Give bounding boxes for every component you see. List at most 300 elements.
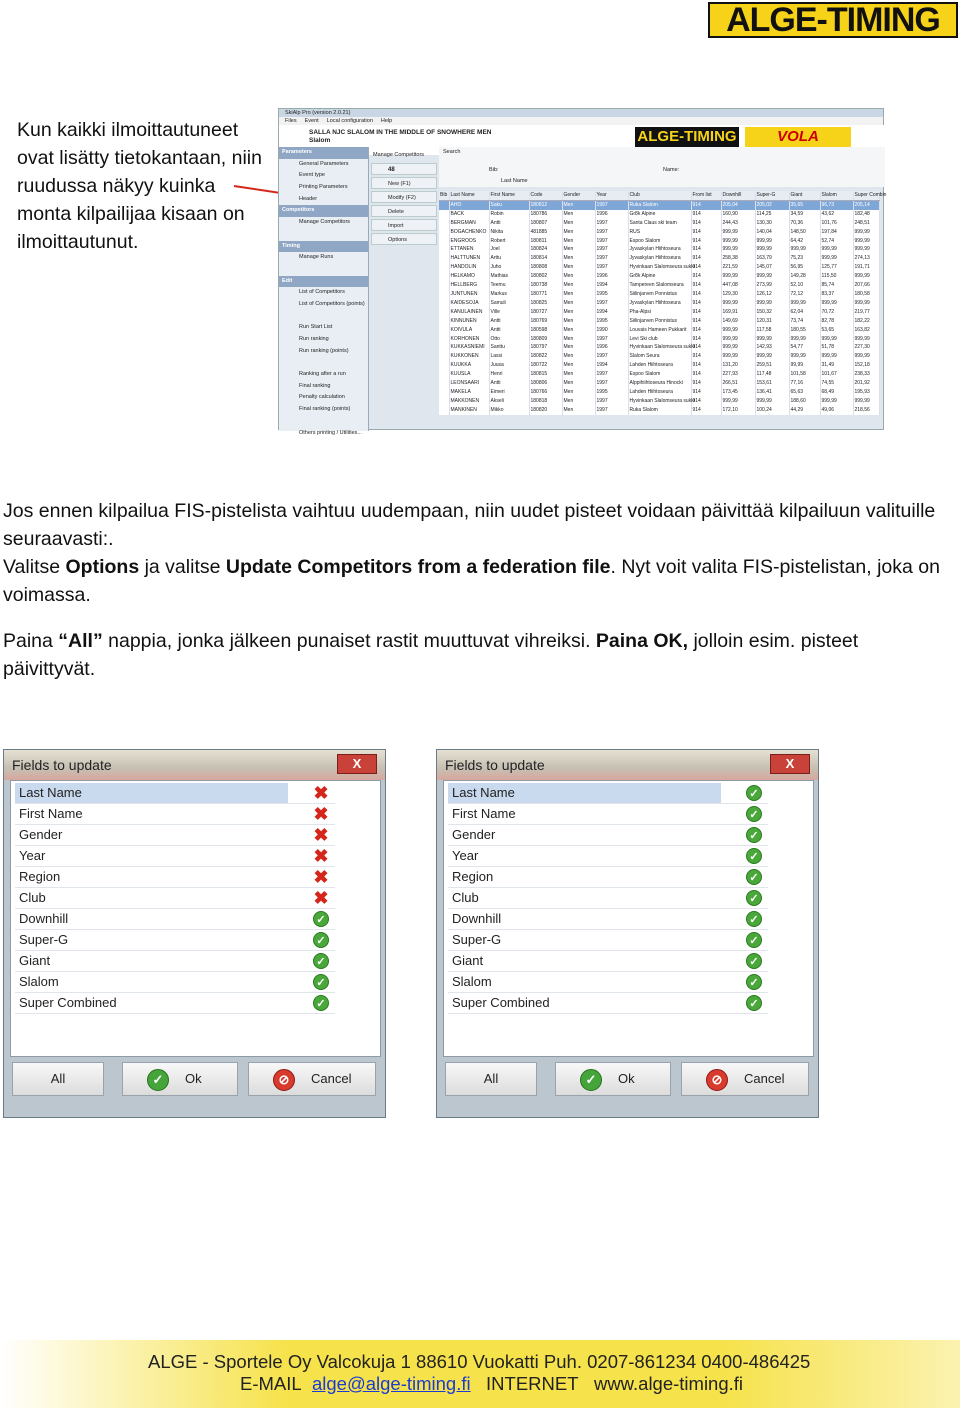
field-name: Gender (19, 827, 63, 842)
table-cell: Men (562, 317, 595, 326)
dialog-title: Fields to update (437, 750, 818, 780)
table-cell (439, 388, 449, 397)
table-cell (439, 263, 449, 272)
table-row[interactable] (439, 245, 879, 254)
column-header[interactable]: Giant (789, 191, 820, 200)
field-row[interactable] (448, 888, 768, 909)
field-row[interactable] (448, 804, 768, 825)
field-name: Year (452, 848, 479, 863)
new-button[interactable]: New (F1) (371, 177, 437, 189)
delete-button[interactable]: Delete (371, 205, 437, 217)
table-cell: Antti (489, 219, 529, 228)
table-cell: 1997 (595, 200, 628, 209)
table-row[interactable] (439, 335, 879, 344)
table-cell: 219,77 (853, 308, 879, 317)
table-cell: Hyvinkaan Slalomseura sukki (629, 344, 695, 351)
table-cell (439, 272, 449, 281)
manage-competitors-title: Manage Competitors (373, 152, 425, 158)
table-cell: 914 (691, 237, 721, 246)
table-cell: 914 (691, 326, 721, 335)
sidebar-item[interactable]: Run ranking (points) (299, 347, 349, 354)
table-cell: 914 (691, 370, 721, 379)
modify-button[interactable]: Modify (F2) (371, 191, 437, 203)
sidebar-item[interactable]: Ranking after a run (299, 371, 346, 378)
table-cell: 73,74 (789, 317, 820, 326)
table-cell (439, 210, 449, 219)
sidebar-item[interactable] (279, 311, 368, 323)
table-cell: 191,71 (853, 263, 879, 272)
green-check-icon[interactable]: ✓ (746, 911, 762, 927)
table-row[interactable] (439, 237, 879, 246)
table-cell: 999,99 (789, 352, 820, 361)
table-row[interactable] (439, 281, 879, 290)
table-cell: MAKELA (449, 388, 489, 397)
sidebar-item[interactable] (279, 416, 368, 428)
table-cell: 447,08 (721, 281, 755, 290)
table-cell: 182,48 (853, 210, 879, 219)
table-cell: Lahden Hiihtoseura (628, 388, 691, 397)
table-cell: 914 (691, 281, 721, 290)
red-cross-icon[interactable]: ✖ (313, 825, 329, 845)
table-cell: 131,20 (721, 361, 755, 370)
column-header[interactable]: Slalom (820, 191, 853, 200)
table-cell: 197,84 (820, 228, 853, 237)
table-cell: KOIVULA (449, 326, 489, 335)
field-row[interactable] (448, 951, 768, 972)
table-cell: 221,59 (721, 263, 755, 272)
sort-select[interactable]: Last Name (501, 178, 528, 184)
field-row[interactable] (15, 867, 335, 888)
table-row[interactable] (439, 317, 879, 326)
table-cell: 180766 (529, 388, 562, 397)
menu-bar (279, 117, 883, 125)
table-cell: Santtu (489, 343, 529, 352)
table-cell: 126,12 (755, 290, 789, 299)
table-cell: Henri (489, 370, 529, 379)
table-cell: 125,77 (820, 263, 853, 272)
table-cell: Men (562, 272, 595, 281)
field-row[interactable] (15, 972, 335, 993)
sidebar-item[interactable]: Final ranking (points) (299, 406, 351, 413)
field-row[interactable] (448, 993, 768, 1014)
table-cell: 173,45 (721, 388, 755, 397)
table-cell: Men (562, 219, 595, 228)
table-row[interactable] (439, 210, 879, 219)
table-cell: Men (562, 263, 595, 272)
table-cell: Samuli (489, 299, 529, 308)
field-row[interactable] (15, 993, 335, 1014)
green-check-icon[interactable]: ✓ (746, 974, 762, 990)
field-row[interactable] (448, 930, 768, 951)
table-cell: Hyvinkaan Slalomseura sukki (629, 264, 695, 271)
table-cell: 914 (691, 388, 721, 397)
column-header[interactable]: Code (529, 191, 562, 200)
footer (0, 1340, 960, 1408)
table-cell: JUNTUNEN (449, 290, 489, 299)
sidebar-item[interactable]: List of Competitors (points) (299, 300, 365, 307)
table-row[interactable] (439, 290, 879, 299)
table-cell: 77,16 (789, 379, 820, 388)
table-cell: MAKKONEN (449, 397, 489, 406)
table-cell: BERGMAN (449, 219, 489, 228)
table-cell: 74,55 (820, 379, 853, 388)
table-cell: 56,95 (789, 263, 820, 272)
sidebar-item[interactable]: Run Start List (299, 324, 333, 331)
menu-item[interactable]: Help (380, 118, 393, 124)
table-row[interactable] (439, 263, 879, 272)
sidebar-item[interactable]: Final ranking (299, 382, 331, 389)
table-cell: HELKAMO (449, 272, 489, 281)
table-cell: Arttu (489, 254, 529, 263)
table-cell: Antti (489, 326, 529, 335)
name-label: Name: (663, 167, 680, 173)
green-check-icon[interactable]: ✓ (313, 974, 329, 990)
table-cell: 44,29 (789, 406, 820, 415)
table-row[interactable] (439, 219, 879, 228)
table-cell: 101,76 (820, 219, 853, 228)
table-cell: 999,99 (755, 237, 789, 246)
table-cell: Alppihiihtoseura Hinocki (628, 379, 691, 388)
field-row[interactable] (448, 783, 768, 804)
green-check-icon[interactable]: ✓ (746, 827, 762, 843)
green-check-icon[interactable]: ✓ (746, 953, 762, 969)
table-cell (439, 308, 449, 317)
field-row[interactable] (15, 783, 335, 804)
table-cell (439, 397, 449, 406)
field-row[interactable] (15, 951, 335, 972)
table-cell: 75,23 (789, 254, 820, 263)
green-check-icon[interactable]: ✓ (746, 785, 762, 801)
table-cell: 914 (691, 343, 721, 352)
sidebar-item[interactable]: Printing Parameters (299, 184, 348, 191)
table-cell: 1994 (595, 281, 628, 290)
green-check-icon[interactable]: ✓ (746, 890, 762, 906)
column-header[interactable]: Year (595, 191, 628, 200)
table-cell: 195,93 (853, 388, 879, 397)
table-cell: 180809 (529, 335, 562, 344)
field-row[interactable] (448, 846, 768, 867)
table-cell: 52,10 (789, 281, 820, 290)
alge-timing-logo: ALGE-TIMING (635, 127, 739, 147)
sidebar-item[interactable]: Header (299, 195, 318, 202)
table-cell: 914 (691, 290, 721, 299)
table-cell: ENGROOS (449, 237, 489, 246)
field-row[interactable] (448, 825, 768, 846)
table-cell: 999,99 (820, 352, 853, 361)
table-cell: HELLBERG (449, 281, 489, 290)
table-cell: Antti (489, 317, 529, 326)
table-cell: 180797 (529, 343, 562, 352)
table-cell (439, 317, 449, 326)
table-cell: 114,25 (755, 210, 789, 219)
table-cell: ETTANEN (449, 245, 489, 254)
table-cell: Men (562, 281, 595, 290)
sidebar-item[interactable]: Manage Runs (299, 254, 334, 261)
green-check-icon[interactable]: ✓ (313, 932, 329, 948)
sidebar-item[interactable] (279, 357, 368, 369)
table-row[interactable] (439, 228, 879, 237)
table-cell: Men (562, 379, 595, 388)
field-row[interactable] (448, 972, 768, 993)
table-cell: 180820 (529, 406, 562, 415)
column-header[interactable]: Super Combin (853, 191, 879, 200)
table-cell: Men (562, 200, 595, 209)
table-cell: 914 (691, 228, 721, 237)
table-row[interactable] (439, 254, 879, 263)
table-cell: Joel (489, 245, 529, 254)
green-check-icon[interactable]: ✓ (313, 911, 329, 927)
table-cell: Tampereen Slalomseura (628, 281, 691, 290)
table-cell: 999,99 (853, 352, 879, 361)
table-row[interactable] (439, 361, 879, 370)
field-name: Region (452, 869, 494, 884)
table-cell: LEONSAARI (449, 379, 489, 388)
table-cell: 1996 (595, 272, 628, 281)
table-cell: 914 (691, 219, 721, 228)
column-header[interactable]: Downhill (721, 191, 755, 200)
table-cell: 1997 (595, 228, 628, 237)
table-cell: 100,24 (755, 406, 789, 415)
table-cell: 182,22 (853, 317, 879, 326)
field-row[interactable] (15, 804, 335, 825)
table-cell: 180598 (529, 326, 562, 335)
search-panel (439, 147, 885, 187)
column-header[interactable]: Bib (439, 191, 449, 200)
table-cell: BACK (449, 210, 489, 219)
green-check-icon[interactable]: ✓ (746, 806, 762, 822)
cancel-button[interactable]: ⊘ Cancel (248, 1062, 376, 1096)
table-row[interactable] (439, 370, 879, 379)
table-cell: Espoo Slalom (628, 370, 691, 379)
window-title: SkiAlp Pro (version 2.0.21) (279, 109, 883, 117)
table-cell: 117,48 (755, 370, 789, 379)
table-header (439, 191, 879, 200)
table-cell: Lahden Hiihtoseura (628, 361, 691, 370)
table-cell: Men (562, 370, 595, 379)
table-row[interactable] (439, 326, 879, 335)
table-cell: 914 (691, 361, 721, 370)
table-cell: 201,92 (853, 379, 879, 388)
table-cell: 999,99 (820, 397, 853, 406)
table-cell: 140,04 (755, 228, 789, 237)
column-header[interactable]: From list (691, 191, 721, 200)
green-check-icon[interactable]: ✓ (313, 953, 329, 969)
table-cell: 31,49 (820, 361, 853, 370)
field-name: Last Name (448, 783, 721, 803)
table-cell: 65,63 (789, 388, 820, 397)
sidebar-item[interactable]: Run ranking (299, 336, 329, 342)
table-cell: 83,37 (820, 290, 853, 299)
table-row[interactable] (439, 200, 879, 209)
table-cell: 999,99 (755, 352, 789, 361)
table-cell: 1997 (595, 397, 628, 406)
competitor-count: 48 (371, 163, 437, 175)
red-cross-icon[interactable]: ✖ (313, 846, 329, 866)
table-cell: Mathias (489, 272, 529, 281)
field-row[interactable] (15, 825, 335, 846)
table-cell: 205,02 (755, 200, 789, 209)
table-cell: 227,93 (721, 370, 755, 379)
sidebar-item[interactable]: Penalty calculation (299, 394, 345, 401)
table-cell: Jyvaskylan Hiihtoseura (628, 245, 691, 254)
cancel-icon: ⊘ (706, 1069, 728, 1091)
table-cell: 180814 (529, 254, 562, 263)
table-cell: 180824 (529, 245, 562, 254)
email-link[interactable]: alge@alge-timing.fi (311, 1373, 471, 1394)
table-cell: 68,49 (820, 388, 853, 397)
table-cell (439, 406, 449, 415)
table-row[interactable] (439, 379, 879, 388)
green-check-icon[interactable]: ✓ (746, 932, 762, 948)
close-button[interactable]: X (770, 754, 810, 774)
table-row[interactable] (439, 272, 879, 281)
sidebar-item[interactable] (279, 229, 368, 241)
column-header[interactable]: Club (628, 191, 691, 200)
table-cell: 999,99 (721, 299, 755, 308)
menu-item[interactable]: Local configuration (326, 118, 373, 124)
table-cell: 96,73 (820, 200, 853, 209)
table-cell: 172,10 (721, 406, 755, 415)
table-cell: 999,99 (789, 299, 820, 308)
sidebar-item[interactable]: General Parameters (299, 160, 349, 167)
table-cell: Lassi (489, 352, 529, 361)
all-button[interactable]: All (12, 1062, 104, 1096)
all-button[interactable]: All (445, 1062, 537, 1096)
table-cell: 34,59 (789, 210, 820, 219)
menu-item[interactable]: Files (285, 118, 297, 124)
column-header[interactable]: Gender (562, 191, 595, 200)
table-cell: Siilinjarven Ponnistus (628, 317, 691, 326)
vola-logo: VOLA (745, 127, 851, 147)
table-cell: Ville (489, 308, 529, 317)
sidebar-item[interactable]: Event type (299, 172, 325, 179)
table-cell (439, 326, 449, 335)
red-cross-icon[interactable]: ✖ (313, 867, 329, 887)
options-button[interactable]: Options (371, 233, 437, 245)
table-cell: Pha-Alpsi (628, 308, 691, 317)
table-cell: 914 (691, 299, 721, 308)
red-cross-icon[interactable]: ✖ (313, 888, 329, 908)
table-cell: 1997 (595, 352, 628, 361)
field-name: Slalom (19, 974, 59, 989)
table-cell: Juusa (489, 361, 529, 370)
table-cell: 999,99 (721, 272, 755, 281)
table-cell: 129,30 (721, 290, 755, 299)
table-cell: Robin (489, 210, 529, 219)
table-cell: BOGACHENKO (449, 228, 489, 237)
table-row[interactable] (439, 308, 879, 317)
table-cell: Men (562, 308, 595, 317)
table-cell: 153,61 (755, 379, 789, 388)
table-cell (439, 245, 449, 254)
table-row[interactable] (439, 406, 879, 415)
table-cell: 999,99 (755, 397, 789, 406)
table-cell: 999,99 (755, 299, 789, 308)
table-cell: Otto (489, 335, 529, 344)
field-name: Super-G (452, 932, 502, 947)
table-cell: 180769 (529, 317, 562, 326)
sidebar-section: Timing (279, 241, 368, 253)
menu-item[interactable]: Event (304, 118, 319, 124)
table-cell: 205,04 (721, 200, 755, 209)
fields-to-update-dialog-before (3, 749, 386, 1118)
table-cell: 999,99 (721, 326, 755, 335)
table-cell: 64,42 (789, 237, 820, 246)
green-check-icon[interactable]: ✓ (746, 995, 762, 1011)
table-cell: 51,78 (820, 343, 853, 352)
table-cell: Men (562, 237, 595, 246)
green-check-icon[interactable]: ✓ (746, 869, 762, 885)
sidebar-item[interactable] (279, 264, 368, 276)
field-row[interactable] (15, 930, 335, 951)
table-cell: 169,91 (721, 308, 755, 317)
sidebar-item[interactable]: Manage Competitors (299, 219, 351, 226)
red-cross-icon[interactable]: ✖ (313, 783, 329, 803)
import-button[interactable]: Import (371, 219, 437, 231)
table-cell: 115,50 (820, 272, 853, 281)
table-cell: Espoo Slalom (628, 237, 691, 246)
table-cell: 180808 (529, 263, 562, 272)
table-cell: Men (562, 245, 595, 254)
skialp-screenshot (278, 108, 887, 436)
green-check-icon[interactable]: ✓ (313, 995, 329, 1011)
sidebar-item[interactable]: Others printing / Utilities... (299, 429, 362, 436)
field-row[interactable] (448, 909, 768, 930)
column-header[interactable]: First Name (489, 191, 529, 200)
column-header[interactable]: Last Name (449, 191, 489, 200)
table-cell: HANDOLIN (449, 263, 489, 272)
cancel-button[interactable]: ⊘ Cancel (681, 1062, 809, 1096)
table-cell: Men (562, 326, 595, 335)
table-cell: 99,99 (789, 361, 820, 370)
table-cell: Men (562, 406, 595, 415)
table-cell: 999,99 (853, 397, 879, 406)
field-name: First Name (452, 806, 516, 821)
search-label: Search (443, 149, 461, 155)
web-link[interactable]: www.alge-timing.fi (593, 1373, 744, 1394)
table-cell: 999,99 (853, 245, 879, 254)
event-name: SALLA NJC SLALOM IN THE MIDDLE OF SNOWHERE MEN Slalom (309, 129, 492, 144)
sidebar-item[interactable]: List of Competitors (299, 289, 345, 296)
green-check-icon[interactable]: ✓ (746, 848, 762, 864)
table-cell: 180722 (529, 361, 562, 370)
footer-contact: E-MAIL alge@alge-timing.fi INTERNET www.alge-timing.fi (240, 1373, 744, 1394)
table-cell: 999,99 (853, 228, 879, 237)
table-row[interactable] (439, 299, 879, 308)
table-cell: Jyvaskylan Hiihtoseura (628, 254, 691, 263)
table-row[interactable] (439, 343, 879, 352)
sidebar-section: Parameters (279, 147, 368, 159)
red-cross-icon[interactable]: ✖ (313, 804, 329, 824)
table-row[interactable] (439, 397, 879, 406)
column-header[interactable]: Super-G (755, 191, 789, 200)
field-row[interactable] (15, 846, 335, 867)
field-row[interactable] (15, 888, 335, 909)
table-cell: 52,74 (820, 237, 853, 246)
table-cell: 914 (691, 263, 721, 272)
table-row[interactable] (439, 352, 879, 361)
table-cell: Jyvaskylan Hiihtoseura (628, 299, 691, 308)
table-cell: Men (562, 335, 595, 344)
field-row[interactable] (15, 909, 335, 930)
table-cell (439, 361, 449, 370)
ok-button[interactable]: ✓ Ok (122, 1062, 238, 1096)
ok-button[interactable]: ✓ Ok (555, 1062, 671, 1096)
field-name: Club (452, 890, 479, 905)
close-button[interactable]: X (337, 754, 377, 774)
table-row[interactable] (439, 388, 879, 397)
field-row[interactable] (448, 867, 768, 888)
